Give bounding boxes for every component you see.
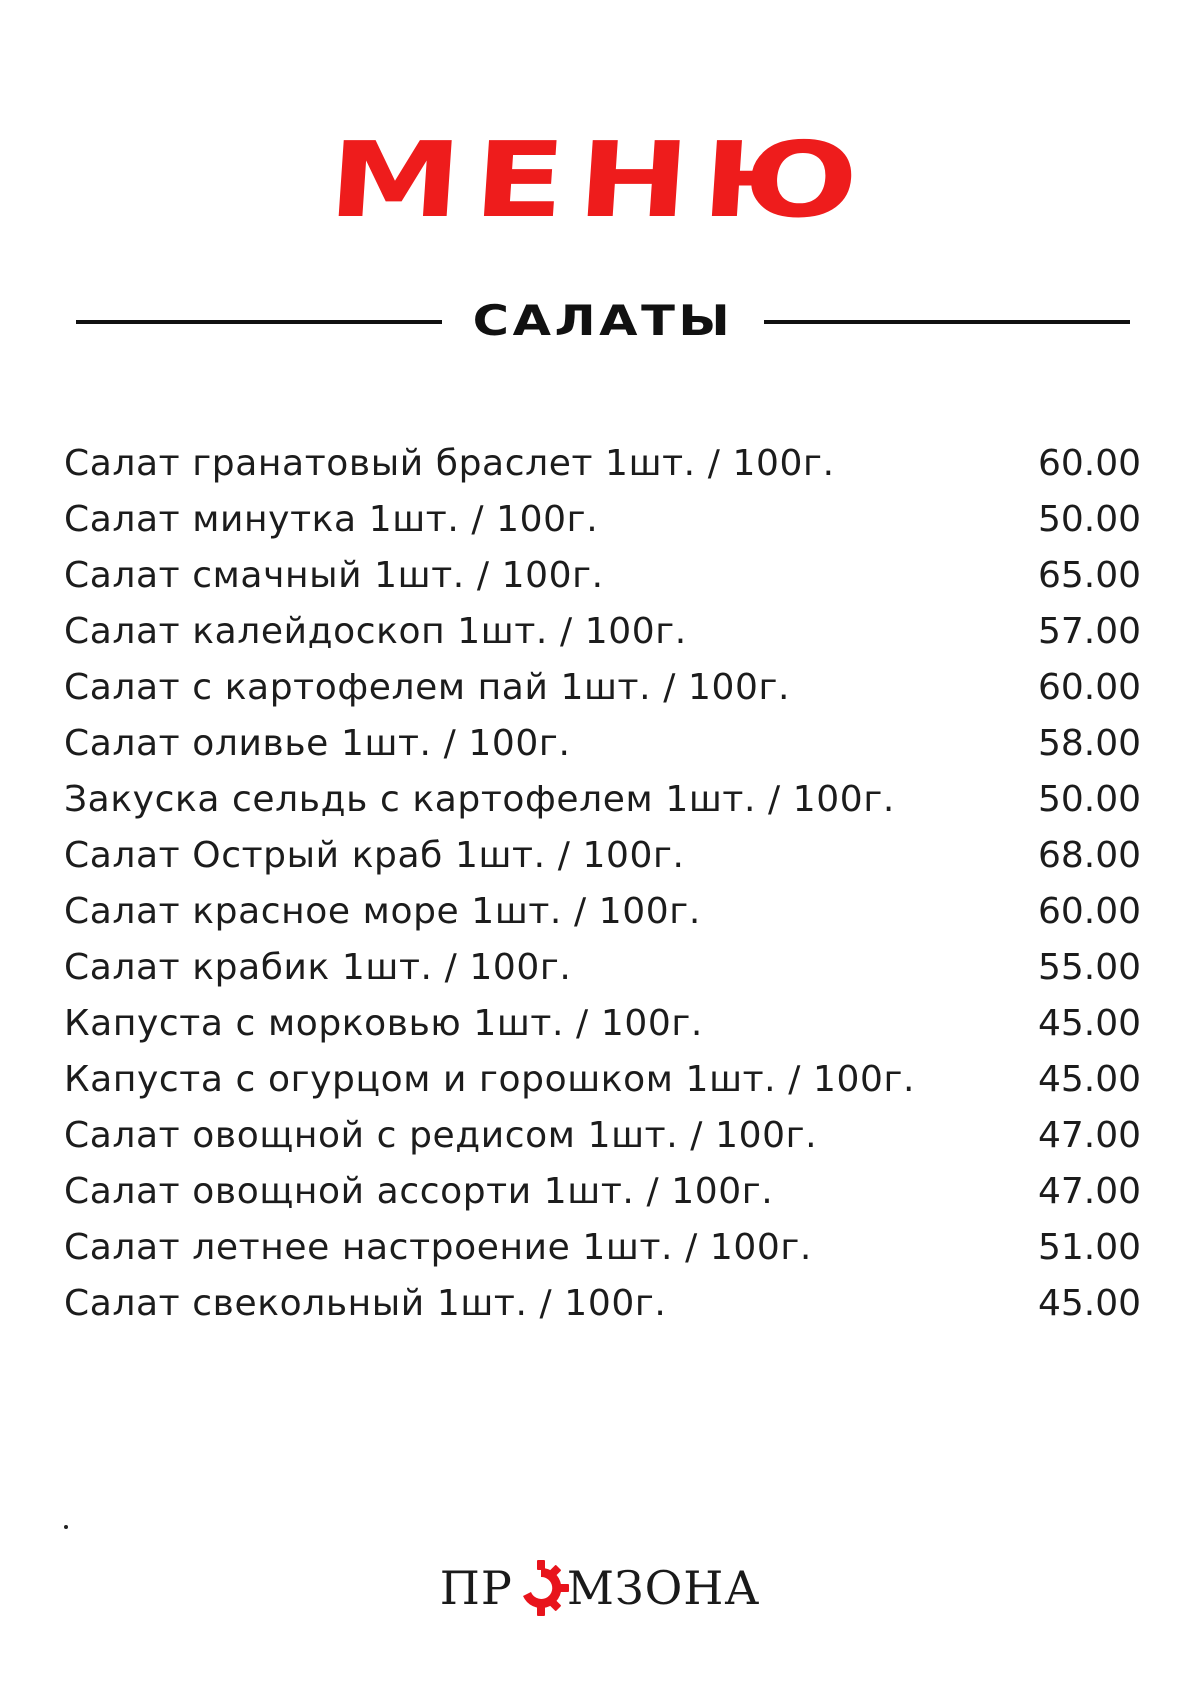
item-price: 50.00 (1037, 499, 1141, 540)
footer-dot (64, 1525, 68, 1529)
item-name: Салат свекольный 1шт. / 100г. (64, 1283, 667, 1324)
item-price: 60.00 (1037, 667, 1141, 708)
menu-item (64, 1108, 1141, 1164)
item-price: 68.00 (1037, 835, 1141, 876)
menu-item (64, 828, 1141, 884)
gear-icon (509, 1556, 573, 1620)
item-price: 57.00 (1037, 611, 1141, 652)
menu-item (64, 604, 1141, 660)
item-price: 45.00 (1037, 1059, 1141, 1100)
item-price: 45.00 (1037, 1283, 1141, 1324)
divider-right (764, 320, 1130, 324)
item-price: 60.00 (1037, 891, 1141, 932)
item-price: 60.00 (1037, 443, 1141, 484)
item-price: 50.00 (1037, 779, 1141, 820)
item-name: Салат Острый краб 1шт. / 100г. (64, 835, 685, 876)
menu-item (64, 996, 1141, 1052)
item-price: 47.00 (1037, 1171, 1141, 1212)
menu-item (64, 492, 1141, 548)
brand-logo (0, 1548, 1200, 1628)
section-title: САЛАТЫ (472, 296, 734, 345)
item-name: Салат калейдоскоп 1шт. / 100г. (64, 611, 687, 652)
menu-item (64, 660, 1141, 716)
menu-item (64, 1052, 1141, 1108)
item-name: Салат смачный 1шт. / 100г. (64, 555, 604, 596)
item-name: Закуска сельдь с картофелем 1шт. / 100г. (64, 779, 895, 820)
menu-item (64, 772, 1141, 828)
item-price: 65.00 (1037, 555, 1141, 596)
menu-item (64, 548, 1141, 604)
menu-item (64, 940, 1141, 996)
item-name: Салат гранатовый браслет 1шт. / 100г. (64, 443, 835, 484)
item-name: Салат минутка 1шт. / 100г. (64, 499, 599, 540)
item-price: 51.00 (1037, 1227, 1141, 1268)
menu-title: МЕНЮ (324, 119, 876, 241)
menu-item (64, 1164, 1141, 1220)
menu-item (64, 1220, 1141, 1276)
menu-item (64, 884, 1141, 940)
logo-text-right: МЗОНА (566, 1561, 761, 1615)
item-price: 55.00 (1037, 947, 1141, 988)
item-price: 45.00 (1037, 1003, 1141, 1044)
item-name: Салат летнее настроение 1шт. / 100г. (64, 1227, 812, 1268)
item-name: Капуста с морковью 1шт. / 100г. (64, 1003, 703, 1044)
item-name: Капуста с огурцом и горошком 1шт. / 100г. (64, 1059, 916, 1100)
section-heading (76, 296, 1130, 346)
menu-item (64, 716, 1141, 772)
logo-text-left: ПР (439, 1561, 513, 1615)
menu-item (64, 436, 1141, 492)
item-name: Салат красное море 1шт. / 100г. (64, 891, 701, 932)
item-price: 47.00 (1037, 1115, 1141, 1156)
menu-item (64, 1276, 1141, 1332)
item-name: Салат оливье 1шт. / 100г. (64, 723, 571, 764)
item-name: Салат овощной ассорти 1шт. / 100г. (64, 1171, 774, 1212)
item-name: Салат овощной с редисом 1шт. / 100г. (64, 1115, 818, 1156)
logo-wordmark (440, 1556, 761, 1620)
menu-list (64, 436, 1141, 1332)
item-name: Салат крабик 1шт. / 100г. (64, 947, 572, 988)
item-price: 58.00 (1037, 723, 1141, 764)
item-name: Салат с картофелем пай 1шт. / 100г. (64, 667, 791, 708)
